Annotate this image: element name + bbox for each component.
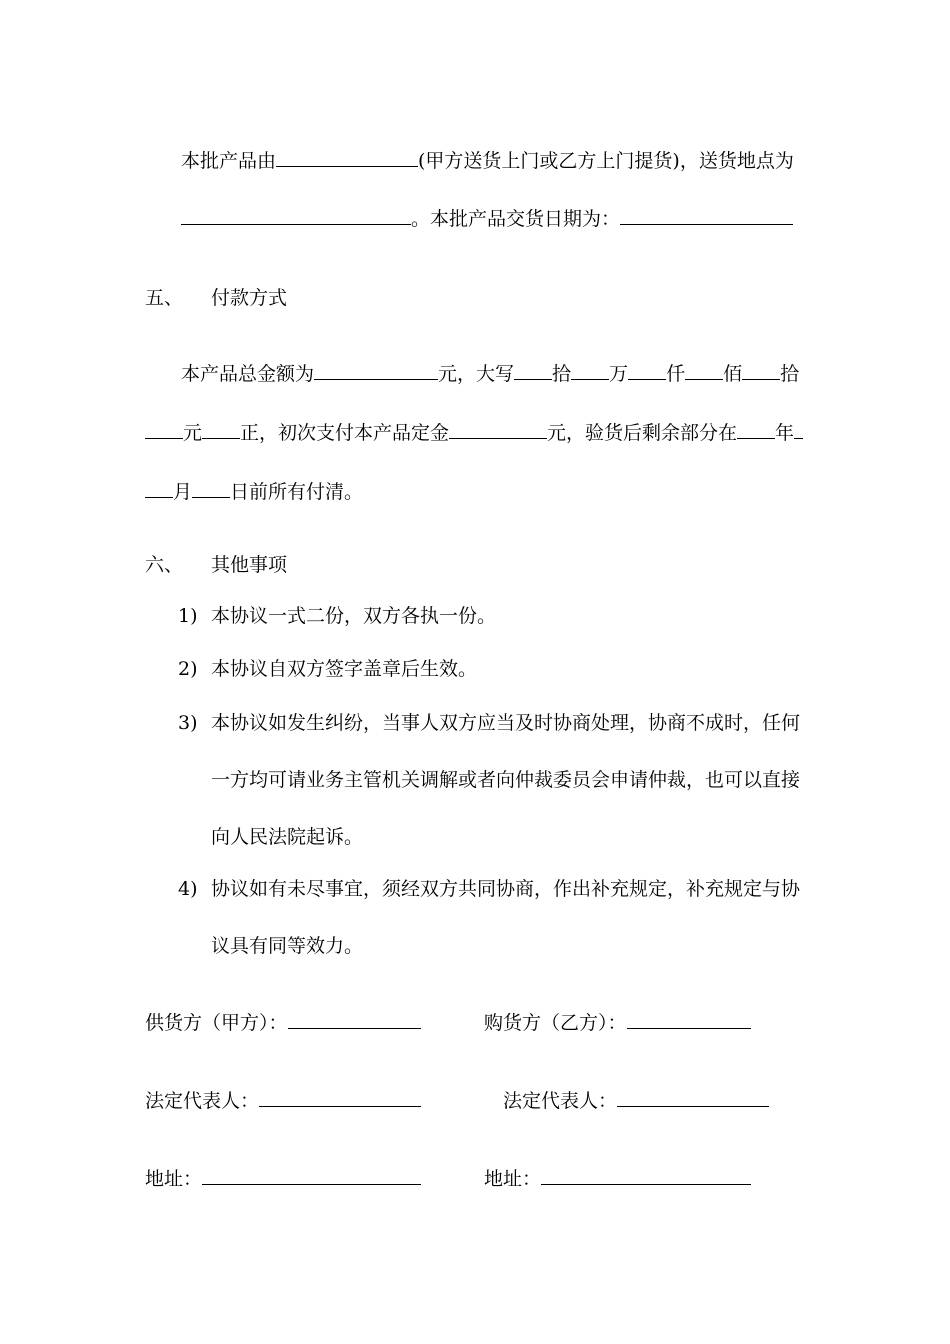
blank-day[interactable] (192, 480, 230, 498)
blank-yuan[interactable] (145, 421, 183, 439)
blank-rep-a[interactable] (259, 1089, 421, 1107)
blank-year-tail[interactable] (794, 421, 803, 439)
delivery-line-1 (181, 149, 794, 172)
payment-line-2 (145, 421, 803, 444)
payment-text-11: 年 (775, 422, 795, 444)
list-item-3-number: 3) (178, 712, 198, 734)
payment-text-2: 元，大写 (438, 363, 515, 385)
payment-text-1: 本产品总金额为 (181, 363, 315, 385)
blank-shi[interactable] (742, 362, 780, 380)
list-item-4-number: 4) (178, 878, 198, 900)
blank-year[interactable] (737, 421, 775, 439)
section-5-title: 付款方式 (211, 287, 288, 309)
buyer-label: 购货方（乙方）： (484, 1012, 627, 1034)
payment-text-3: 拾 (552, 363, 572, 385)
section-6-title: 其他事项 (211, 554, 288, 576)
supplier-row (145, 1011, 421, 1034)
addr-a-row (145, 1167, 421, 1190)
payment-text-4: 万 (609, 363, 629, 385)
blank-rep-b[interactable] (617, 1089, 769, 1107)
list-item-4-text-line-2: 议具有同等效力。 (211, 935, 364, 957)
payment-text-12: 月 (173, 481, 193, 503)
rep-a-row (145, 1089, 421, 1112)
rep-a-label: 法定代表人： (145, 1090, 260, 1112)
payment-line-1 (181, 362, 799, 385)
addr-b-row (484, 1167, 751, 1190)
list-item-4-text-line-1: 协议如有未尽事宜，须经双方共同协商，作出补充规定，补充规定与协 (211, 878, 801, 900)
list-item-1-number: 1) (178, 605, 198, 627)
payment-text-7: 拾 (780, 363, 800, 385)
blank-month[interactable] (145, 480, 173, 498)
list-item-3-text-line-3: 向人民法院起诉。 (211, 826, 364, 848)
section-6-number: 六、 (145, 554, 184, 576)
addr-b-label: 地址： (484, 1168, 542, 1190)
section-5-heading (145, 287, 288, 309)
list-item-1-text: 本协议一式二份，双方各执一份。 (211, 605, 497, 627)
blank-delivery-location[interactable] (181, 207, 411, 225)
blank-zheng[interactable] (202, 421, 240, 439)
blank-bai[interactable] (685, 362, 723, 380)
payment-text-13: 日前所有付清。 (230, 481, 364, 503)
buyer-row (484, 1011, 751, 1034)
rep-b-row (503, 1089, 769, 1112)
blank-supplier[interactable] (288, 1011, 421, 1029)
payment-text-8: 元 (183, 422, 203, 444)
payment-text-5: 仟 (666, 363, 686, 385)
delivery-text-a: 本批产品由 (181, 150, 277, 172)
list-item-3-text-line-1: 本协议如发生纠纷，当事人双方应当及时协商处理，协商不成时，任何 (211, 712, 801, 734)
blank-buyer[interactable] (627, 1011, 751, 1029)
blank-deposit[interactable] (449, 421, 547, 439)
list-item-3-text-line-2: 一方均可请业务主管机关调解或者向仲裁委员会申请仲裁，也可以直接 (211, 769, 801, 791)
supplier-label: 供货方（甲方）： (145, 1012, 288, 1034)
rep-b-label: 法定代表人： (503, 1090, 618, 1112)
blank-delivery-date[interactable] (620, 207, 793, 225)
list-item-2-text: 本协议自双方签字盖章后生效。 (211, 658, 478, 680)
blank-addr-b[interactable] (541, 1167, 751, 1185)
section-5-number: 五、 (145, 287, 184, 309)
addr-a-label: 地址： (145, 1168, 203, 1190)
delivery-text-c: 。本批产品交货日期为： (411, 208, 621, 230)
blank-qian[interactable] (628, 362, 666, 380)
section-6-heading (145, 554, 288, 576)
blank-shi-wan[interactable] (514, 362, 552, 380)
delivery-line-2 (181, 207, 793, 230)
payment-text-10: 元，验货后剩余部分在 (547, 422, 738, 444)
payment-text-9: 正，初次支付本产品定金 (240, 422, 450, 444)
blank-deliverer[interactable] (276, 149, 418, 167)
payment-text-6: 佰 (723, 363, 743, 385)
payment-line-3 (145, 480, 363, 503)
list-item-2-number: 2) (178, 658, 198, 680)
blank-addr-a[interactable] (202, 1167, 421, 1185)
delivery-text-b: (甲方送货上门或乙方上门提货)，送货地点为 (418, 150, 794, 172)
blank-wan[interactable] (571, 362, 609, 380)
blank-total-amount[interactable] (314, 362, 438, 380)
